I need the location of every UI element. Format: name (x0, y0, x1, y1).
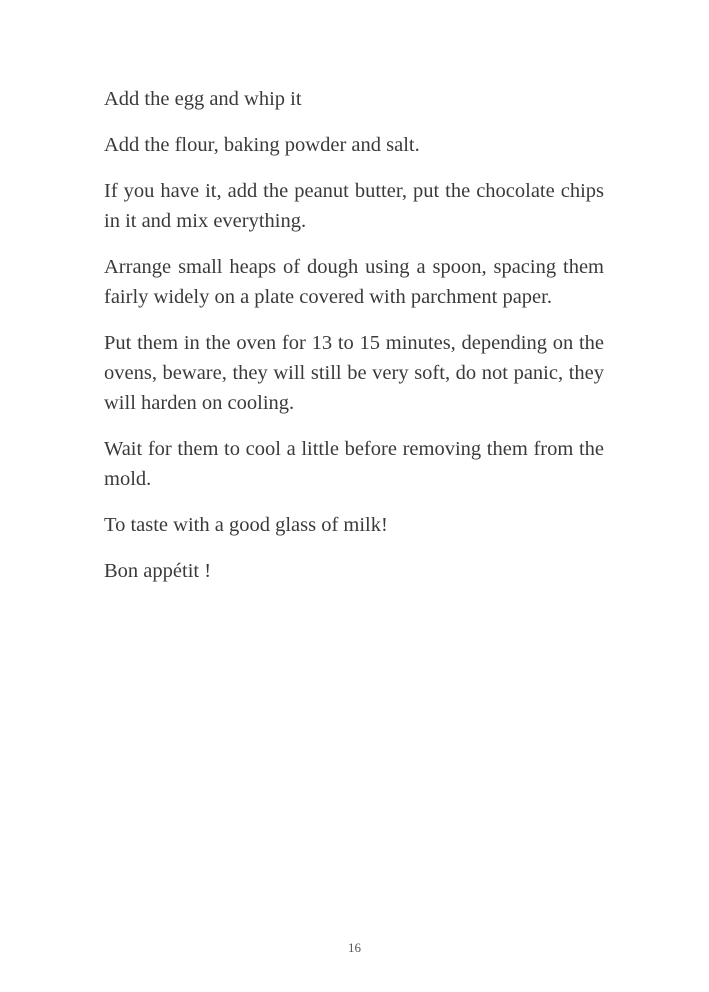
paragraph-bon-appetit: Bon appétit ! (104, 560, 212, 582)
paragraph-taste: To taste with a good glass of milk! (104, 514, 388, 536)
paragraph-cool-down: Wait for them to cool a little before removing them from the mold. (104, 438, 604, 490)
page-number: 16 (348, 940, 361, 955)
paragraph-peanut-butter: If you have it, add the peanut butter, put the chocolate chips in it and mix everything. (104, 180, 604, 232)
paragraph-add-egg: Add the egg and whip it (104, 88, 302, 110)
paragraph-oven-time: Put them in the oven for 13 to 15 minutes, depending on the ovens, beware, they will still be very soft, do not panic, they will harden on cooling. (104, 332, 604, 414)
recipe-text-body (104, 84, 604, 602)
paragraph-arrange-dough: Arrange small heaps of dough using a spoon, spacing them fairly widely on a plate covered with parchment paper. (104, 256, 604, 308)
paragraph-add-flour: Add the flour, baking powder and salt. (104, 134, 420, 156)
